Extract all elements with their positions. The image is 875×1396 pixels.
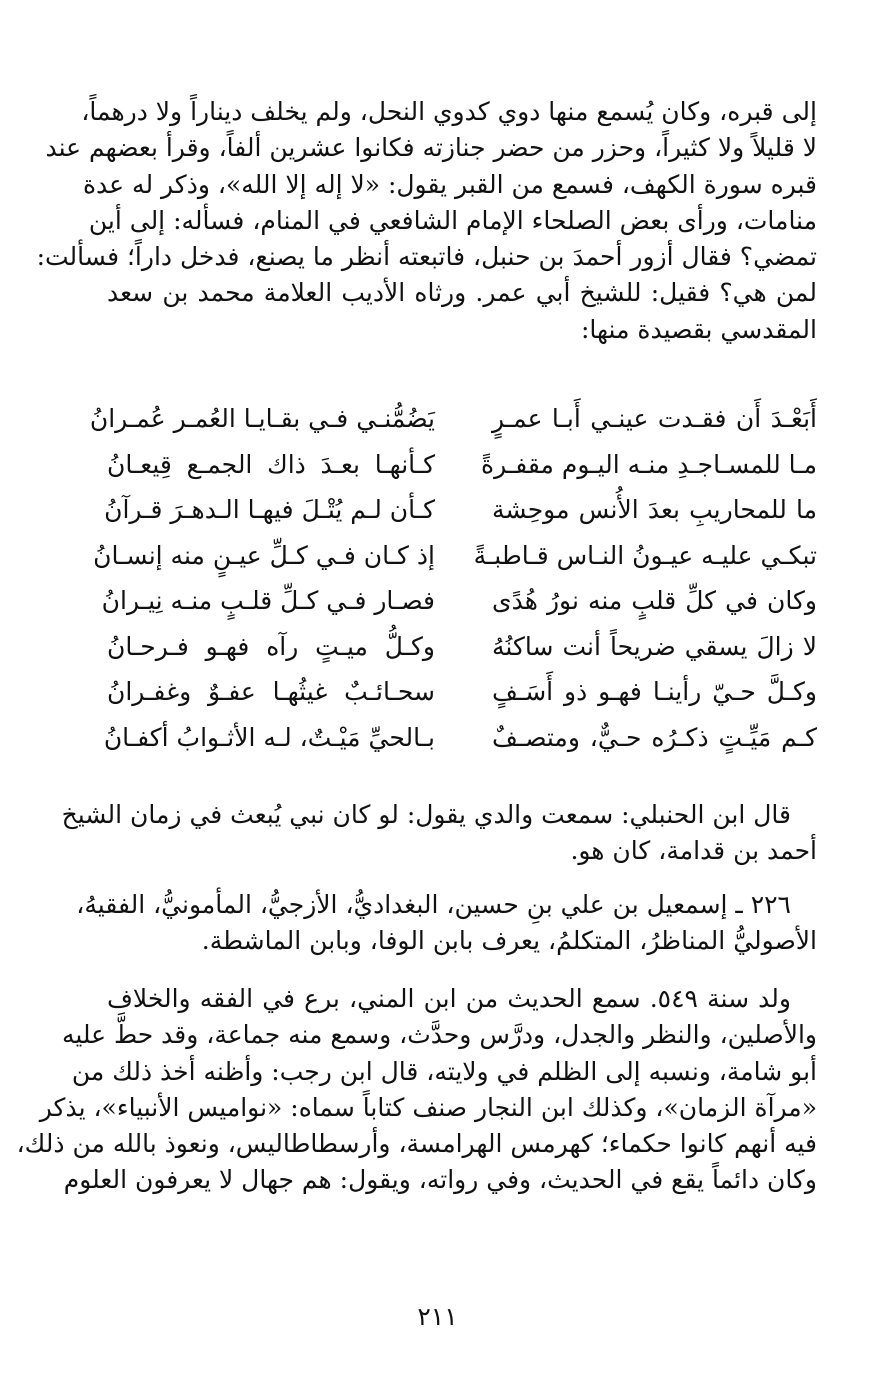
- intro-paragraph: [36, 94, 817, 348]
- poem-verse: [107, 442, 817, 488]
- biography-entry-heading: [76, 887, 817, 960]
- second-hemistich: كـأنهـا بعـدَ ذاك الجمـع قِيعـانُ: [107, 449, 435, 479]
- elegy-poem: [89, 396, 817, 760]
- first-hemistich: تبكـي عليـه عيـونُ النـاس قـاطبـةً: [473, 540, 817, 570]
- poem-verse: [101, 578, 817, 624]
- second-hemistich: بـالحيِّ مَيْـتٌ، لـه الأثـوابُ أكفـانُ: [103, 722, 435, 752]
- text-line: والأصلين، والنظر والجدل، ودرَّس وحدَّث، وسمع منه جماعة، وقد حطَّ عليه: [61, 1020, 817, 1050]
- second-hemistich: يَضُمُّنـي فـي بقـايـا العُمـر عُمـرانُ: [89, 404, 435, 434]
- text-line: ٢٢٦ ـ إسمعيل بن علي بنِ حسين، البغداديُّ، الأزجيُّ، المأمونيُّ، الفقيهُ،: [76, 890, 791, 919]
- poem-verse: [104, 487, 817, 533]
- text-line: إلى قبره، وكان يُسمع منها دوي كدوي النحل، ولم يخلف ديناراً ولا درهماً،: [81, 97, 817, 126]
- quote-paragraph: [61, 797, 817, 870]
- second-hemistich: كـأن لـم يُتْـلَ فيهـا الـدهـرَ قـرآنُ: [104, 495, 435, 525]
- first-hemistich: كـم مَيِّـتٍ ذكـرُه حـيٌّ، ومتصـفٌ: [492, 722, 817, 752]
- text-line: وكان دائماً يقع في الحديث، وفي رواته، ويقول: هم جهال لا يعرفون العلوم: [63, 1165, 817, 1195]
- second-hemistich: سحـائـبٌ غيثُهـا عفـوٌ وغفـرانُ: [107, 677, 435, 707]
- text-line: «مرآة الزمان»، وكذلك ابن النجار صنف كتاباً سماه: «نواميس الأنبياء»، يذكر: [39, 1092, 817, 1122]
- text-line: أبو شامة، ونسبه إلى الظلم في ولايته، قال ابن رجب: وأظنه أخذ ذلك من: [71, 1056, 817, 1086]
- poem-verse: [89, 396, 817, 442]
- biography-paragraph: [16, 981, 817, 1199]
- poem-verse: [93, 533, 817, 579]
- poem-verse: [107, 669, 817, 715]
- first-hemistich: وكـلَّ حـيّ رأينـا فهـو ذو أَسَـفٍ: [492, 677, 817, 707]
- text-line: تمضي؟ فقال أزور أحمدَ بن حنبل، فاتبعته أنظر ما يصنع، فدخل داراً؛ فسألت:: [36, 242, 817, 272]
- text-line: قال ابن الحنبلي: سمعت والدي يقول: لو كان نبي يُبعث في زمان الشيخ: [61, 800, 791, 829]
- first-hemistich: وكان في كلِّ قلبٍ منه نورُ هُدًى: [492, 586, 817, 616]
- second-hemistich: وكـلُّ ميـتٍ رآه فهـو فـرحـانُ: [107, 631, 435, 661]
- second-hemistich: إذ كـان فـي كـلِّ عيـنٍ منه إنسـانُ: [93, 540, 435, 570]
- first-hemistich: أَبَعْـدَ أَن فقـدت عينـي أَبـا عمـرٍ: [492, 404, 817, 434]
- text-line: ولد سنة ٥٤٩. سمع الحديث من ابن المني، برع في الفقه والخلاف: [107, 984, 791, 1013]
- text-line: المقدسي بقصيدة منها:: [580, 314, 817, 344]
- first-hemistich: لا زالَ يسقي ضريحاً أنت ساكنُهُ: [492, 631, 817, 661]
- poem-verse: [103, 715, 817, 761]
- poem-verse: [107, 624, 817, 670]
- text-line: لمن هي؟ فقيل: للشيخ أبي عمر. ورثاه الأديب العلامة محمد بن سعد: [107, 278, 817, 308]
- text-line: منامات، ورأى بعض الصلحاء الإمام الشافعي في المنام، فسأله: إلى أين: [88, 205, 817, 235]
- text-line: فيه أنهم كانوا حكماء؛ كهرمس الهرامسة، وأرسطاطاليس، ونعوذ بالله من ذلك،: [16, 1129, 817, 1159]
- text-line: قبره سورة الكهف، فسمع من القبر يقول: «لا إله إلا الله»، وذكر له عدة: [82, 169, 817, 199]
- page-number: ٢١١: [417, 1302, 458, 1331]
- first-hemistich: ما للمحاريبِ بعدَ الأُنس موحِشة: [492, 495, 817, 525]
- second-hemistich: فصـار فـي كـلِّ قلـبٍ منـه نِيـرانُ: [101, 586, 435, 616]
- text-line: أحمد بن قدامة، كان هو.: [570, 836, 817, 866]
- text-line: الأصوليُّ المناظرُ، المتكلمُ، يعرف بابن الوفا، وبابن الماشطة.: [201, 926, 817, 956]
- first-hemistich: مـا للمسـاجـدِ منـه اليـوم مقفـرةً: [481, 449, 817, 479]
- text-line: لا قليلاً ولا كثيراً، وحزر من حضر جنازته فكانوا عشرين ألفاً، وقرأ بعضهم عند: [45, 133, 817, 163]
